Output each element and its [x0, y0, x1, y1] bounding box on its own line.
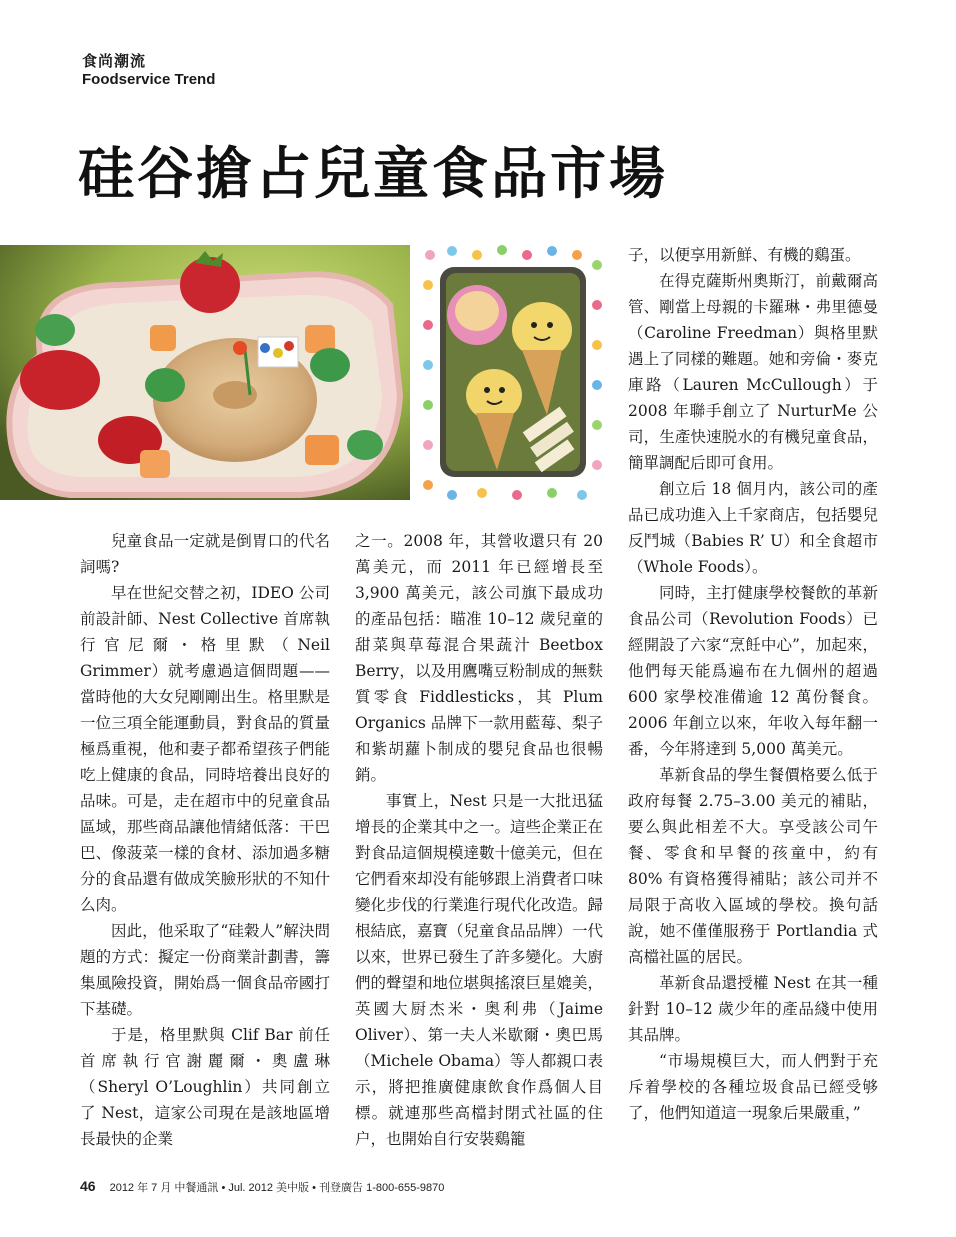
bento-illustration [0, 245, 410, 500]
paragraph: 子，以便享用新鮮、有機的鷄蛋。 [628, 246, 861, 264]
paragraph: 兒童食品一定就是倒胃口的代名詞嗎? [80, 532, 330, 576]
paragraph: 早在世紀交替之初，IDEO 公司前設計師、Nest Collective 首席執行官尼爾・格里默（Neil Grimmer）就考慮過這個問題——當時他的大女兒剛剛出生。格里默是一位三項全能運動員，對食品的質量極爲重視，他和妻子都希望孩子們能吃上健康的食品，同時培養出良好的品味。可是，走在超市中的兒童食品區域，那些商品讓他情緒低落：干巴巴、像菠菜一樣的食材、添加過多糖分的食品還有做成笑臉形狀的不知什么肉。 [80, 584, 330, 914]
paragraph: 革新食品還授權 Nest 在其一種針對 10–12 歲少年的產品綫中使用其品牌。 [628, 974, 878, 1044]
paragraph: 因此，他采取了“硅穀人”解決問題的方式：擬定一份商業計劃書，籌集風險投資，開始爲一個食品帝國打下基礎。 [80, 922, 330, 1018]
article-column-1 [80, 528, 330, 1152]
kids-bento-photo [422, 245, 602, 500]
section-label-en: Foodservice Trend [82, 71, 216, 88]
page-number: 46 [80, 1178, 96, 1194]
paragraph: “市場規模巨大，而人們對于充斥着學校的各種垃圾食品已經受够了，他們知道這一現象后果嚴重，” [628, 1052, 878, 1122]
article-column-2 [355, 528, 603, 1152]
paragraph: 同時，主打健康學校餐飲的革新食品公司（Revolution Foods）已經開設了六家“烹飪中心”，加起來，他們每天能爲遍布在九個州的超過 600 家學校准備逾 12 萬份餐食。2006 年創立以來，年收入每年翻一番，今年將達到 5,000 萬美元。 [628, 584, 878, 758]
bento-photo [0, 245, 410, 500]
paragraph: 革新食品的學生餐價格要么低于政府每餐 2.75–3.00 美元的補貼，要么與此相差不大。享受該公司午餐、零食和早餐的孩童中，約有 80% 有資格獲得補貼；該公司并不局限于高收入區域的學校。換句話說，她不僅僅服務于 Portlandia 式高檔社區的居民。 [628, 766, 878, 966]
article-title: 硅谷搶占兒童食品市場 [78, 141, 668, 207]
paragraph: 于是，格里默與 Clif Bar 前任首席執行官謝麗爾・奧盧琳（Sheryl O’Loughlin）共同創立了 Nest，這家公司現在是該地區增長最快的企業 [80, 1026, 330, 1148]
section-label-cn: 食尚潮流 [82, 52, 147, 70]
article-column-3 [628, 242, 878, 1126]
paragraph: 創立后 18 個月内，該公司的產品已成功進入上千家商店，包括嬰兒反鬥城（Babies R’ U）和全食超市（Whole Foods）。 [628, 480, 878, 576]
polka-dot-bento-illustration [422, 245, 602, 500]
footer-text: 2012 年 7 月 中餐通訊 • Jul. 2012 美中版 • 刊登廣告 1-800-655-9870 [109, 1182, 445, 1194]
paragraph: 在得克薩斯州奧斯汀，前戴爾高管、剛當上母親的卡羅琳・弗里德曼（Caroline Freedman）與格里默遇上了同樣的難題。她和旁倫・麥克庫路（Lauren McCullough）于 2008 年聯手創立了 NurturMe 公司，生產快速脱水的有機兒童食品，簡單調配后即可食用。 [628, 272, 878, 472]
paragraph: 事實上，Nest 只是一大批迅猛增長的企業其中之一。這些企業正在對食品這個規模達數十億美元，但在它們看來却没有能够跟上消費者口味變化步伐的行業進行現代化改造。歸根結底，嘉寶（兒童食品品牌）一代以來，世界已發生了許多變化。大廚們的聲望和地位堪與搖滾巨星媲美，英國大厨杰米・奥利弗（Jaime Oliver）、第一夫人米歇爾・奧巴馬（Michele Obama）等人都親口表示，將把推廣健康飲食作爲個人目標。就連那些高檔封閉式社區的住户，也開始自行安裝鷄籠 [355, 792, 604, 1148]
page-footer [80, 1178, 444, 1195]
paragraph: 之一。2008 年，其營收還只有 20 萬美元，而 2011 年已經增長至 3,900 萬美元，該公司旗下最成功的產品包括：瞄准 10–12 歲兒童的甜菜與草莓混合果蔬汁 Beetbox Berry，以及用鷹嘴豆粉制成的無麩質零食 Fiddlesticks，其 Plum Organics 品牌下一款用藍莓、梨子和紫胡蘿卜制成的嬰兒食品也很暢銷。 [355, 532, 603, 784]
